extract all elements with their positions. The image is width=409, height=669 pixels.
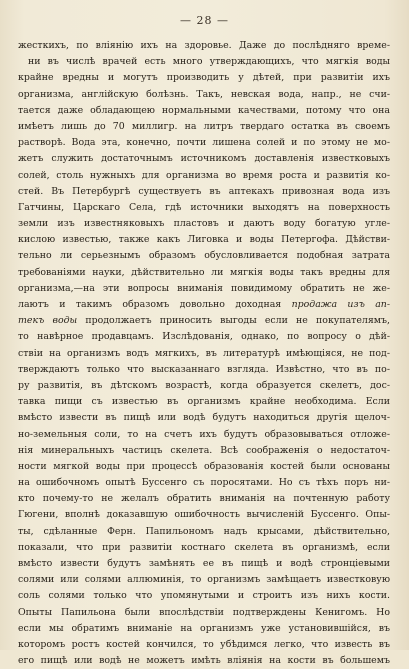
text-line: показали, что при развитіи костнаго скелета въ организмѣ, если [18, 541, 390, 553]
page-number: — 28 — [180, 14, 229, 27]
text-line: нія минеральныхъ частицъ скелета. Всѣ соображенія о недостаточ- [18, 444, 390, 456]
text-line: его пищѣ или водѣ не можетъ имѣть вліянія на кости въ большемъ [18, 655, 390, 667]
text-line: организма, англійскую болѣзнь. Такъ, невская вода, напр., не счи- [18, 88, 390, 100]
text-line: если мы обратимъ вниманіе на организмъ уже установившійся, въ [18, 622, 390, 634]
text-line: на ошибочномъ опытѣ Буссенго съ поросятами. Но съ тѣхъ поръ ни- [18, 477, 390, 489]
text-line: соль солями только что упомянутыми и строитъ изъ нихъ кости. [18, 590, 390, 602]
text-line: организма,—на эти вопросы вниманія повидимому обратить не же- [18, 282, 390, 294]
text-line: солей, столь нужныхъ для организма во время роста и развитія ко- [18, 169, 390, 181]
text-line: вмѣсто извести въ пищѣ или водѣ будутъ находиться другія щелоч- [18, 412, 390, 424]
text-segment: продолжаетъ приносить выгоды если не покупателямъ, [77, 315, 390, 327]
text-line: имѣетъ лишь до 70 миллигр. на литръ твердаго остатка въ своемъ [18, 120, 390, 132]
text-line: требованіями науки, дѣйствительно ли мягкія воды такъ вредны для [18, 266, 390, 278]
text-line: солями или солями аллюминія, то организмъ замѣщаетъ известковую [18, 574, 390, 586]
text-line: ни въ числѣ врачей есть много утверждающихъ, что мягкія воды [28, 56, 390, 68]
text-line: которомъ ростъ костей кончился, то убѣдимся легко, что известь въ [18, 638, 390, 650]
text-line: растворѣ. Вода эта, конечно, почти лишена солей и по этому не мо- [18, 137, 390, 149]
text-line: но-земельныя соли, то на счетъ ихъ будутъ образовываться отложе- [18, 428, 390, 440]
text-line: ты, сдѣланные Ферн. Папильономъ надъ крысами, дѣйствительно, [18, 525, 390, 537]
text-line: Опыты Папильона были впослѣдствіи подтверждены Кенигомъ. Но [18, 606, 390, 618]
text-line: тается даже обладающею нормальными качествами, потому что она [18, 104, 390, 116]
text-line: ру развитія, въ дѣтскомъ возрастѣ, когда образуется скелетъ, дос- [18, 379, 390, 391]
italic-phrase: текъ воды [18, 315, 78, 327]
text-segment: лаютъ и такимъ образомъ довольно доходная [18, 299, 292, 310]
body-text [18, 38, 390, 669]
text-line: тельно ли серьезнымъ образомъ обусловливается подобная затрата [18, 250, 390, 262]
text-line: кислою известью, также какъ Лиговка и воды Петергофа. Дѣйстви- [18, 234, 390, 246]
text-line: тавка пищи съ известью въ организмъ крайне необходима. Если [18, 396, 390, 408]
text-line: ности мягкой воды при процессѣ образованія костей были основаны [18, 460, 390, 472]
text-line: Гюгени, вполнѣ доказавшую ошибочность вычисленій Буссенго. Опы- [18, 509, 390, 521]
text-line: ствіи на организмъ водъ мягкихъ, въ литературѣ имѣющіяся, не под- [18, 347, 390, 359]
text-line-with-italic [18, 313, 390, 329]
text-line: стей. Въ Петербургѣ существуетъ въ аптекахъ привозная вода изъ [18, 185, 390, 197]
text-line: вмѣсто извести будутъ замѣнять ее въ пищѣ и водѣ стронціевыми [18, 558, 390, 569]
text-line: Гатчины, Царскаго Села, гдѣ источники выходятъ на поверхность [18, 201, 390, 213]
text-line: то навѣрное продавцамъ. Изслѣдованія, однако, по вопросу о дѣй- [18, 331, 390, 343]
text-line: жесткихъ, по вліянію ихъ на здоровье. Даже до послѣдняго време- [18, 40, 390, 51]
italic-phrase: продажа изъ ап- [291, 299, 390, 310]
text-line: крайне вредны и могутъ производить у дѣтей, при развитіи ихъ [18, 72, 390, 84]
text-line: жетъ служить достаточнымъ источникомъ доставленія известковыхъ [18, 153, 390, 165]
text-line: кто почему-то не желалъ обратить вниманія на почтенную работу [18, 493, 390, 505]
text-line-with-italic [18, 297, 390, 313]
text-line: тверждаютъ только что высказаннаго взгляда. Извѣстно, что въ по- [18, 363, 390, 375]
text-line: земли изъ известняковыхъ пластовъ и даютъ воду богатую угле- [18, 218, 390, 230]
